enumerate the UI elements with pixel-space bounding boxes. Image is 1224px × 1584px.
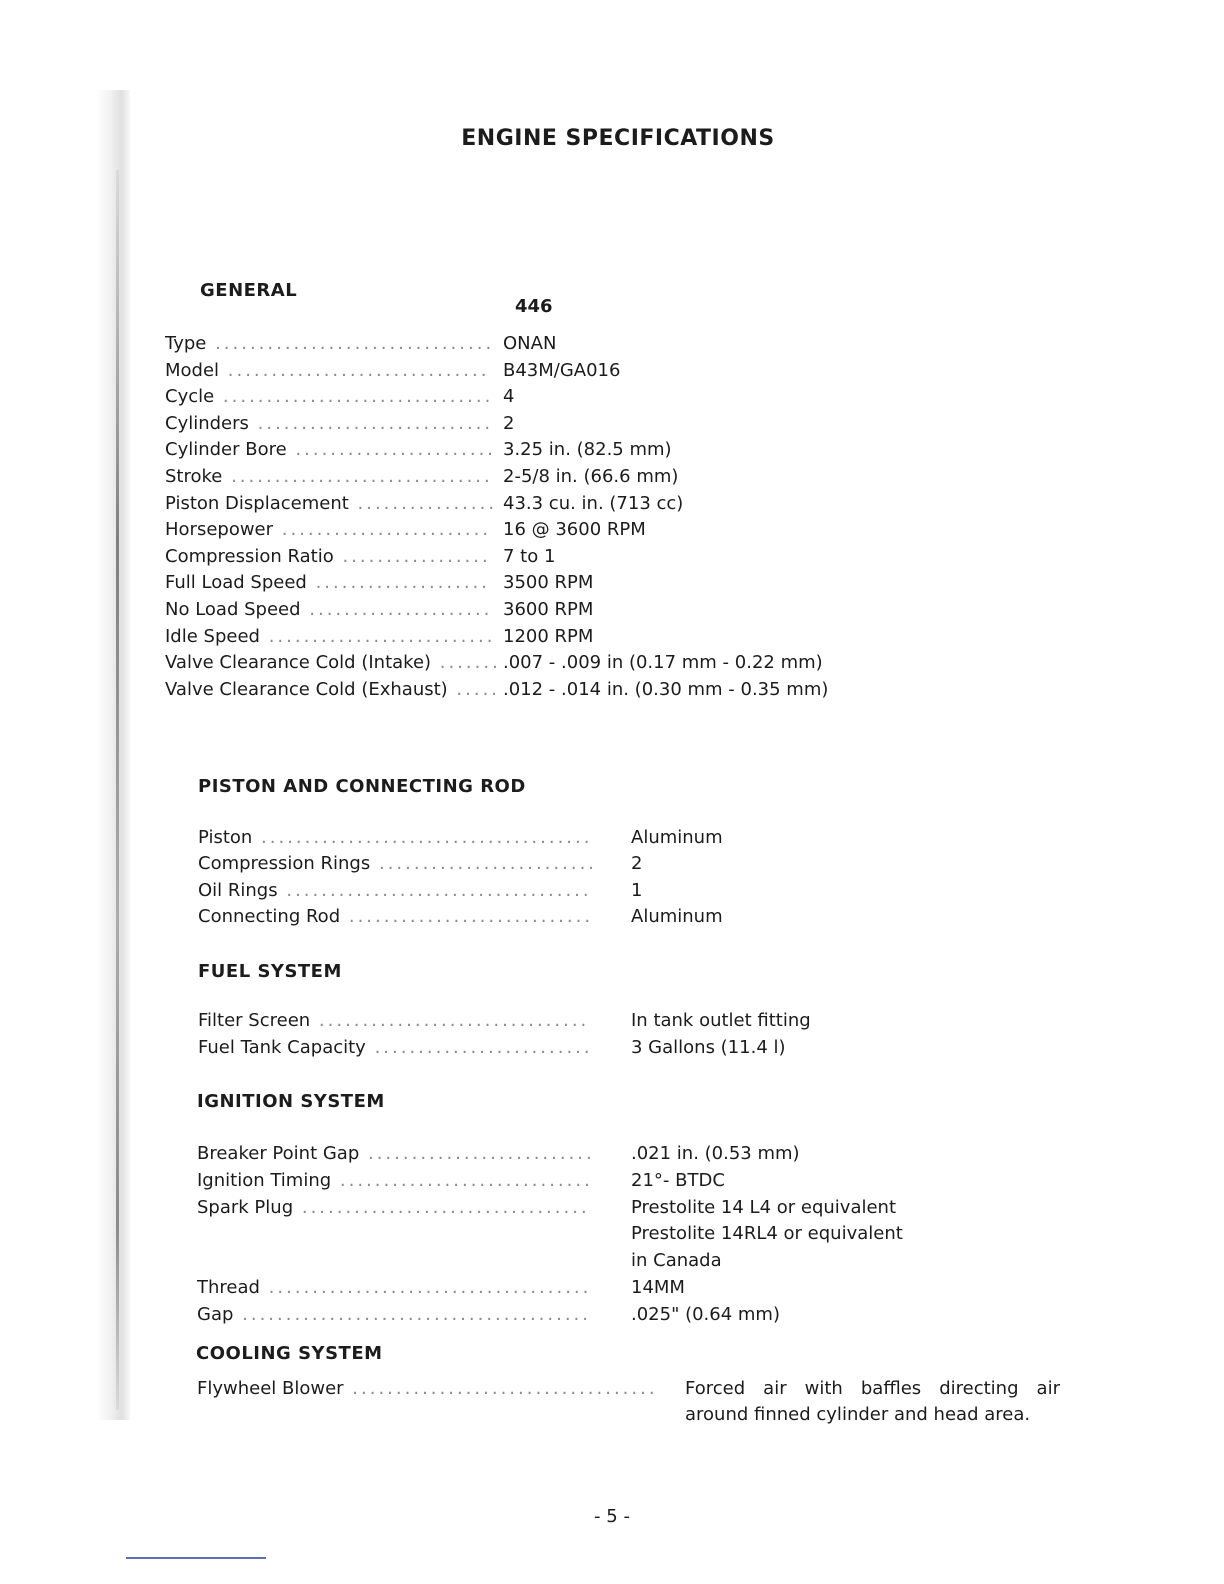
spec-row-idle-speed <box>165 624 923 650</box>
dot-leader: .......................... <box>259 626 496 647</box>
spec-value: 2-5/8 in. (66.6 mm) <box>503 466 679 487</box>
spec-label-text: Filter Screen <box>198 1010 311 1031</box>
page-binding-edge <box>116 170 119 1410</box>
spec-label <box>198 851 597 877</box>
spec-row-cylinder-bore <box>165 437 923 463</box>
spec-row-spark-plug <box>197 1195 1051 1221</box>
spec-label-text: No Load Speed <box>165 599 301 620</box>
dot-leader: ...................................... <box>252 827 593 848</box>
spec-row-thread <box>197 1275 1051 1301</box>
dot-leader: ................................... <box>343 1378 658 1399</box>
dot-leader: ................................. <box>293 1197 590 1218</box>
spec-value: Forced air with baffles directing air around finned cylinder and head area. <box>685 1378 1060 1425</box>
spec-value: .012 - .014 in. (0.30 mm - 0.35 mm) <box>503 679 829 700</box>
spec-row-cycle <box>165 384 923 410</box>
spec-label <box>165 517 491 543</box>
spec-row-compression-ratio <box>165 544 923 570</box>
dot-leader: ............................ <box>340 906 594 927</box>
spec-row-valve-clearance-cold-intake <box>165 650 923 676</box>
spec-value: 21°- BTDC <box>631 1170 725 1191</box>
spec-label <box>165 491 497 517</box>
spec-value: Aluminum <box>631 827 723 848</box>
spec-value: 1200 RPM <box>503 626 594 647</box>
spec-row-continuation <box>197 1248 1051 1274</box>
dot-leader: ................................... <box>277 880 592 901</box>
spec-label-text: Valve Clearance Cold (Intake) <box>165 652 432 673</box>
spec-value: 3600 RPM <box>503 599 594 620</box>
spec-value: ONAN <box>503 333 557 354</box>
spec-label-text: Thread <box>197 1277 260 1298</box>
fuel-heading: FUEL SYSTEM <box>198 961 342 982</box>
spec-label <box>197 1195 590 1221</box>
spec-label-text: Model <box>165 360 220 381</box>
spec-label-text: Fuel Tank Capacity <box>198 1037 366 1058</box>
spec-value: 3.25 in. (82.5 mm) <box>503 439 672 460</box>
spec-label-text: Gap <box>197 1304 234 1325</box>
spec-label-text: Type <box>165 333 207 354</box>
spec-value: B43M/GA016 <box>503 360 621 381</box>
ignition-heading: IGNITION SYSTEM <box>197 1091 385 1112</box>
spec-label-text: Cycle <box>165 386 215 407</box>
spec-label <box>198 1035 593 1061</box>
spec-value: 2 <box>503 413 515 434</box>
spec-row-ignition-timing <box>197 1168 1051 1194</box>
spec-row-compression-rings <box>198 851 1051 877</box>
spec-row-gap <box>197 1302 1051 1328</box>
spec-value: Prestolite 14RL4 or equivalent <box>631 1223 903 1244</box>
spec-label <box>165 411 493 437</box>
spec-row-horsepower <box>165 517 923 543</box>
spec-label <box>165 570 490 596</box>
spec-label <box>165 384 493 410</box>
general-heading: GENERAL <box>200 280 298 301</box>
dot-leader: ....... <box>431 652 501 673</box>
spec-label <box>198 904 593 930</box>
spec-label <box>197 1376 658 1402</box>
spec-label-text: Horsepower <box>165 519 274 540</box>
spec-label-text: Cylinder Bore <box>165 439 287 460</box>
dot-leader: ................ <box>348 493 498 514</box>
dot-leader: ................. <box>333 546 491 567</box>
dot-leader: ............................... <box>310 1010 590 1031</box>
spec-value: Prestolite 14 L4 or equivalent <box>631 1197 897 1218</box>
page-binding-shadow <box>96 90 130 1420</box>
spec-value: 7 to 1 <box>503 546 556 567</box>
spec-value: in Canada <box>631 1250 722 1271</box>
spec-value: .025" (0.64 mm) <box>631 1304 780 1325</box>
dot-leader: ........................ <box>273 519 492 540</box>
spec-value: 43.3 cu. in. (713 cc) <box>503 493 684 514</box>
spec-row-cylinders <box>165 411 923 437</box>
spec-value: 16 @ 3600 RPM <box>503 519 646 540</box>
spec-label-text: Ignition Timing <box>197 1170 332 1191</box>
spec-label-text: Piston Displacement <box>165 493 349 514</box>
spec-label-text: Spark Plug <box>197 1197 294 1218</box>
spec-label <box>165 464 493 490</box>
dot-leader: .............................. <box>222 466 493 487</box>
spec-label <box>165 331 494 357</box>
dot-leader: ........................................ <box>233 1304 591 1325</box>
dot-leader: ..................... <box>300 599 493 620</box>
spec-label <box>198 1008 589 1034</box>
spec-label <box>165 437 496 463</box>
spec-label <box>165 358 489 384</box>
spec-row-piston-displacement <box>165 491 923 517</box>
spec-label-text: Connecting Rod <box>198 906 341 927</box>
spec-label-text: Oil Rings <box>198 880 278 901</box>
dot-leader: ................................ <box>206 333 495 354</box>
spec-value: 1 <box>631 880 643 901</box>
spec-row-stroke <box>165 464 923 490</box>
spec-value: 4 <box>503 386 515 407</box>
spec-row-breaker-point-gap <box>197 1141 1051 1167</box>
dot-leader: .......................... <box>359 1143 595 1164</box>
spec-row-model <box>165 358 923 384</box>
dot-leader: ..... <box>447 679 501 700</box>
dot-leader: .................... <box>306 572 490 593</box>
spec-label <box>198 878 592 904</box>
dot-leader: ......................... <box>370 853 598 874</box>
spec-label-text: Compression Ratio <box>165 546 334 567</box>
spec-value: 2 <box>631 853 643 874</box>
spec-value: In tank outlet fitting <box>631 1010 811 1031</box>
spec-label-text: Stroke <box>165 466 223 487</box>
spec-label-text: Valve Clearance Cold (Exhaust) <box>165 679 448 700</box>
spec-label <box>165 624 495 650</box>
dot-leader: ......................... <box>365 1037 593 1058</box>
spec-value: 3 Gallons (11.4 l) <box>631 1037 786 1058</box>
spec-row-valve-clearance-cold-exhaust <box>165 677 923 703</box>
spec-label <box>165 677 500 703</box>
spec-label-text: Cylinders <box>165 413 249 434</box>
spec-row-connecting-rod <box>198 904 1051 930</box>
dot-leader: ............................... <box>214 386 494 407</box>
dot-leader: .............................. <box>219 360 490 381</box>
spec-label <box>198 825 592 851</box>
dot-leader: ............................. <box>331 1170 593 1191</box>
spec-row-fuel-tank-capacity <box>198 1035 1051 1061</box>
spec-row-continuation <box>197 1221 1051 1247</box>
spec-label <box>165 597 492 623</box>
piston-heading: PISTON AND CONNECTING ROD <box>198 776 526 797</box>
dot-leader: ..................................... <box>259 1277 592 1298</box>
spec-row-flywheel-blower <box>197 1376 1060 1425</box>
model-column-header: 446 <box>515 296 553 317</box>
spec-label-text: Idle Speed <box>165 626 260 647</box>
spec-label-text: Compression Rings <box>198 853 371 874</box>
spec-row-piston <box>198 825 1051 851</box>
spec-value: 3500 RPM <box>503 572 594 593</box>
spec-label-text: Piston <box>198 827 253 848</box>
spec-label <box>165 650 501 676</box>
spec-value: .021 in. (0.53 mm) <box>631 1143 800 1164</box>
page-number: - 5 - <box>594 1506 630 1527</box>
spec-label-text: Flywheel Blower <box>197 1378 344 1399</box>
spec-label <box>165 544 491 570</box>
spec-label <box>197 1141 595 1167</box>
spec-label <box>197 1302 591 1328</box>
dot-leader: ....................... <box>286 439 497 460</box>
cooling-heading: COOLING SYSTEM <box>196 1343 383 1364</box>
spec-label-text: Breaker Point Gap <box>197 1143 360 1164</box>
spec-label <box>197 1168 593 1194</box>
dot-leader: ........................... <box>248 413 494 434</box>
spec-row-no-load-speed <box>165 597 923 623</box>
spec-row-oil-rings <box>198 878 1051 904</box>
spec-row-full-load-speed <box>165 570 923 596</box>
footer-rule <box>126 1557 266 1559</box>
spec-row-filter-screen <box>198 1008 1051 1034</box>
page-title: ENGINE SPECIFICATIONS <box>461 126 775 151</box>
spec-label-text: Full Load Speed <box>165 572 307 593</box>
spec-value: .007 - .009 in (0.17 mm - 0.22 mm) <box>503 652 823 673</box>
spec-value: 14MM <box>631 1277 685 1298</box>
spec-row-type <box>165 331 923 357</box>
spec-value: Aluminum <box>631 906 723 927</box>
spec-label <box>197 1275 591 1301</box>
